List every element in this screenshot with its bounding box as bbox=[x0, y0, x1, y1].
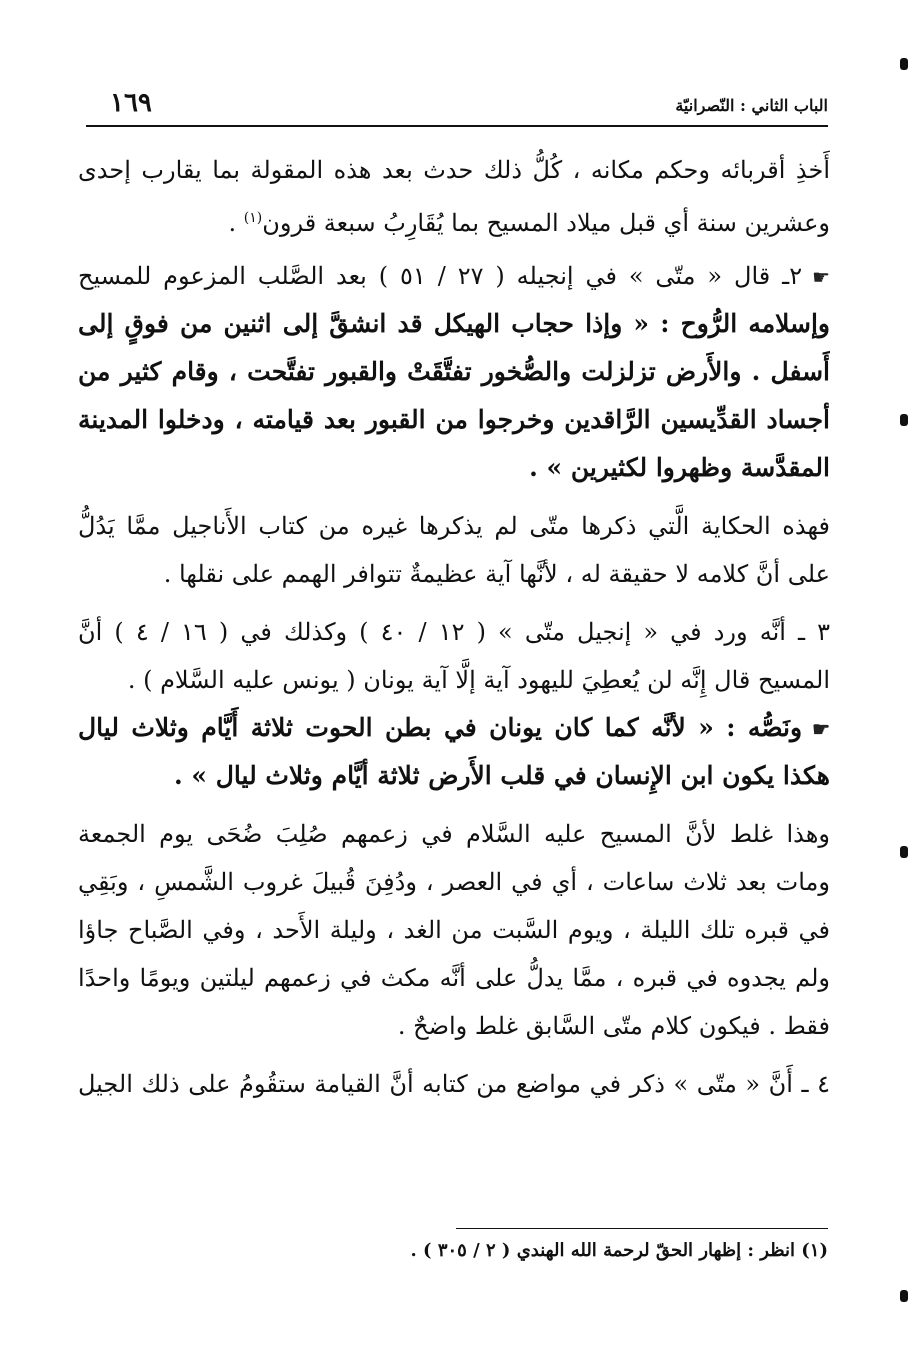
header-rule bbox=[86, 125, 828, 127]
line-3-text: ٢ـ قال « متّى » في إنجيله ( ٢٧ / ٥١ ) بعد الصَّلب المزعوم للمسيح bbox=[78, 262, 803, 290]
text-line-6: أجساد القدِّيسين الرَّاقدين وخرجوا من القبور بعد قيامته ، ودخلوا المدينة bbox=[78, 405, 830, 434]
footnote: (١) انظر : إظهار الحقّ لرحمة الله الهندي ( ٢ / ٣٠٥ ) . bbox=[410, 1240, 828, 1261]
pointing-hand-icon: ☛ bbox=[812, 265, 830, 289]
chapter-title: الباب الثاني : النّصرانيّة bbox=[675, 96, 828, 115]
scan-mark bbox=[900, 846, 908, 858]
footnote-ref: (١) bbox=[243, 210, 263, 226]
pointing-hand-icon: ☛ bbox=[812, 717, 830, 741]
text-line-16: في قبره تلك الليلة ، ويوم السَّبت من الغد ، وليلة الأَحد ، وفي الصَّباح جاؤا bbox=[78, 916, 830, 944]
text-line-11: المسيح قال إِنَّه لن يُعطِيَ لليهود آية إلَّا آية يونان ( يونس عليه السَّلام ) . bbox=[127, 666, 830, 694]
scan-mark bbox=[900, 58, 908, 70]
text-line-18: فقط . فيكون كلام متّى السَّابق غلط واضحٌ . bbox=[397, 1012, 830, 1040]
text-line-3 bbox=[78, 252, 830, 300]
text-line-9: على أنَّ كلامه لا حقيقة له ، لأنَّها آية عظيمةٌ تتوافر الهمم على نقلها . bbox=[163, 560, 830, 588]
text-line-2 bbox=[78, 194, 830, 242]
text-line-12 bbox=[78, 704, 830, 752]
text-line-4: وإسلامه الرُّوح : « وإذا حجاب الهيكل قد انشقَّ إلى اثنين من فوقٍ إلى bbox=[78, 309, 830, 338]
page-number: ١٦٩ bbox=[110, 88, 152, 118]
footnote-rule bbox=[456, 1228, 828, 1229]
text-line-8: فهذه الحكاية الَّتي ذكرها متّى لم يذكرها غيره من كتاب الأَناجيل ممَّا يَدُلُّ bbox=[78, 512, 830, 540]
line-12-text: ونَصُّه : « لأنَّه كما كان يونان في بطن الحوت ثلاثة أَيَّام وثلاث ليال bbox=[78, 713, 803, 742]
scan-mark bbox=[900, 414, 908, 426]
line-2-end: . bbox=[228, 209, 244, 237]
page-header bbox=[86, 90, 828, 124]
body-text bbox=[78, 146, 830, 1108]
text-line-19: ٤ ـ أَنَّ « متّى » ذكر في مواضع من كتابه أنَّ القيامة ستقُومُ على ذلك الجيل bbox=[78, 1070, 830, 1098]
text-line-15: ومات بعد ثلاث ساعات ، أي في العصر ، ودُفِنَ قُبيلَ غروب الشَّمسِ ، وبَقِي bbox=[78, 868, 830, 896]
text-line-10: ٣ ـ أنَّه ورد في « إنجيل متّى » ( ١٢ / ٤٠ ) وكذلك في ( ١٦ / ٤ ) أنَّ bbox=[78, 618, 830, 646]
text-line-13: هكذا يكون ابن الإِنسان في قلب الأَرض ثلاثة أيَّام وثلاث ليال » . bbox=[174, 761, 830, 790]
text-line-1: أَخذِ أقربائه وحكم مكانه ، كُلُّ ذلك حدث بعد هذه المقولة بما يقارب إحدى bbox=[78, 156, 830, 184]
text-line-17: ولم يجدوه في قبره ، ممَّا يدلُّ على أنَّه مكث في زعمهم ليلتين ويومًا واحدًا bbox=[78, 964, 830, 992]
text-line-7: المقدَّسة وظهروا لكثيرين » . bbox=[529, 453, 830, 482]
line-2-text: وعشرين سنة أي قبل ميلاد المسيح بما يُقَارِبُ سبعة قرون bbox=[262, 209, 830, 237]
text-line-14: وهذا غلط لأنَّ المسيح عليه السَّلام في زعمهم صُلِبَ ضُحَى يوم الجمعة bbox=[78, 820, 830, 848]
text-line-5: أَسفل . والأَرض تزلزلت والصُّخور تفتَّقَتْ والقبور تفتَّحت ، وقام كثير من bbox=[78, 357, 830, 386]
scan-mark bbox=[900, 1290, 908, 1302]
